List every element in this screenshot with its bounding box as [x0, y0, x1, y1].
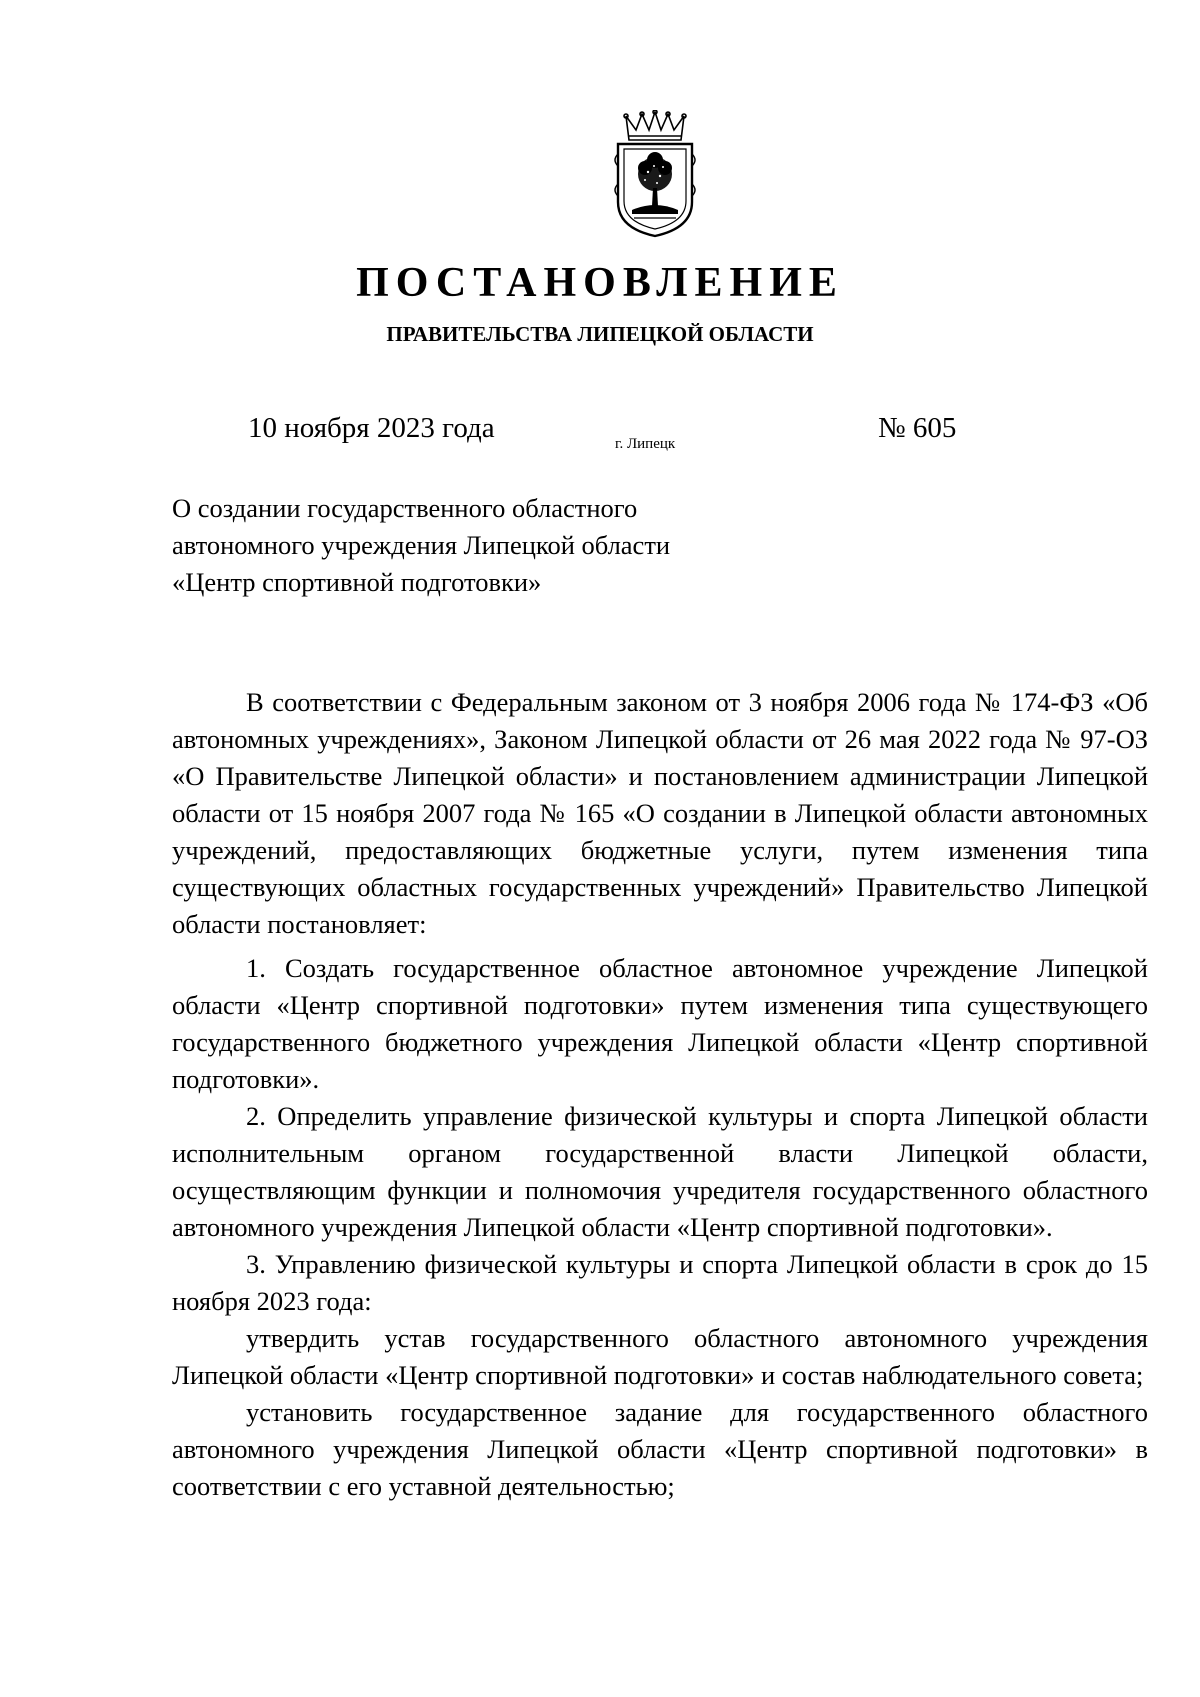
item-1-paragraph: 1. Создать государственное областное автономное учреждение Липецкой области «Центр спортивной подготовки» путем изменения типа существующего государственного бюджетного учреждения Липецкой области «Центр спортивной подготовки».: [172, 953, 1148, 1094]
item-3a-paragraph: утвердить устав государственного областного автономного учреждения Липецкой области «Центр спортивной подготовки» и состав наблюдательного совета;: [172, 1323, 1148, 1390]
subject-line: О создании государственного областного: [172, 493, 638, 523]
item-2-paragraph: 2. Определить управление физической культуры и спорта Липецкой области исполнительным органом государственной власти Липецкой области, осуществляющим функции и полномочия учредителя государственного областного автономного учреждения Липецкой области «Центр спортивной подготовки».: [172, 1101, 1148, 1242]
document-body: [172, 684, 1148, 1505]
document-number: № 605: [878, 412, 957, 444]
document-title: ПОСТАНОВЛЕНИЕ: [356, 260, 844, 306]
item-3-paragraph: 3. Управлению физической культуры и спорта Липецкой области в срок до 15 ноября 2023 года:: [172, 1249, 1148, 1316]
document-city: г. Липецк: [615, 436, 676, 452]
document-date: 10 ноября 2023 года: [248, 412, 495, 444]
item-3b-paragraph: установить государственное задание для государственного областного автономного учреждения Липецкой области «Центр спортивной подготовки» в соответствии с его уставной деятельностью;: [172, 1397, 1148, 1501]
coat-of-arms-icon: [612, 110, 698, 238]
document-issuer: ПРАВИТЕЛЬСТВА ЛИПЕЦКОЙ ОБЛАСТИ: [386, 322, 814, 346]
subject-line: автономного учреждения Липецкой области: [172, 530, 671, 560]
preamble-paragraph: В соответствии с Федеральным законом от 3 ноября 2006 года № 174-ФЗ «Об автономных учреждениях», Законом Липецкой области от 26 мая 2022 года № 97-ОЗ «О Правительстве Липецкой области» и постановлением администрации Липецкой области от 15 ноября 2007 года № 165 «О создании в Липецкой области автономных учреждений, предоставляющих бюджетные услуги, путем изменения типа существующих областных государственных учреждений» Правительство Липецкой области постановляет:: [172, 687, 1148, 939]
document-subject: [172, 490, 670, 601]
subject-line: «Центр спортивной подготовки»: [172, 567, 542, 597]
